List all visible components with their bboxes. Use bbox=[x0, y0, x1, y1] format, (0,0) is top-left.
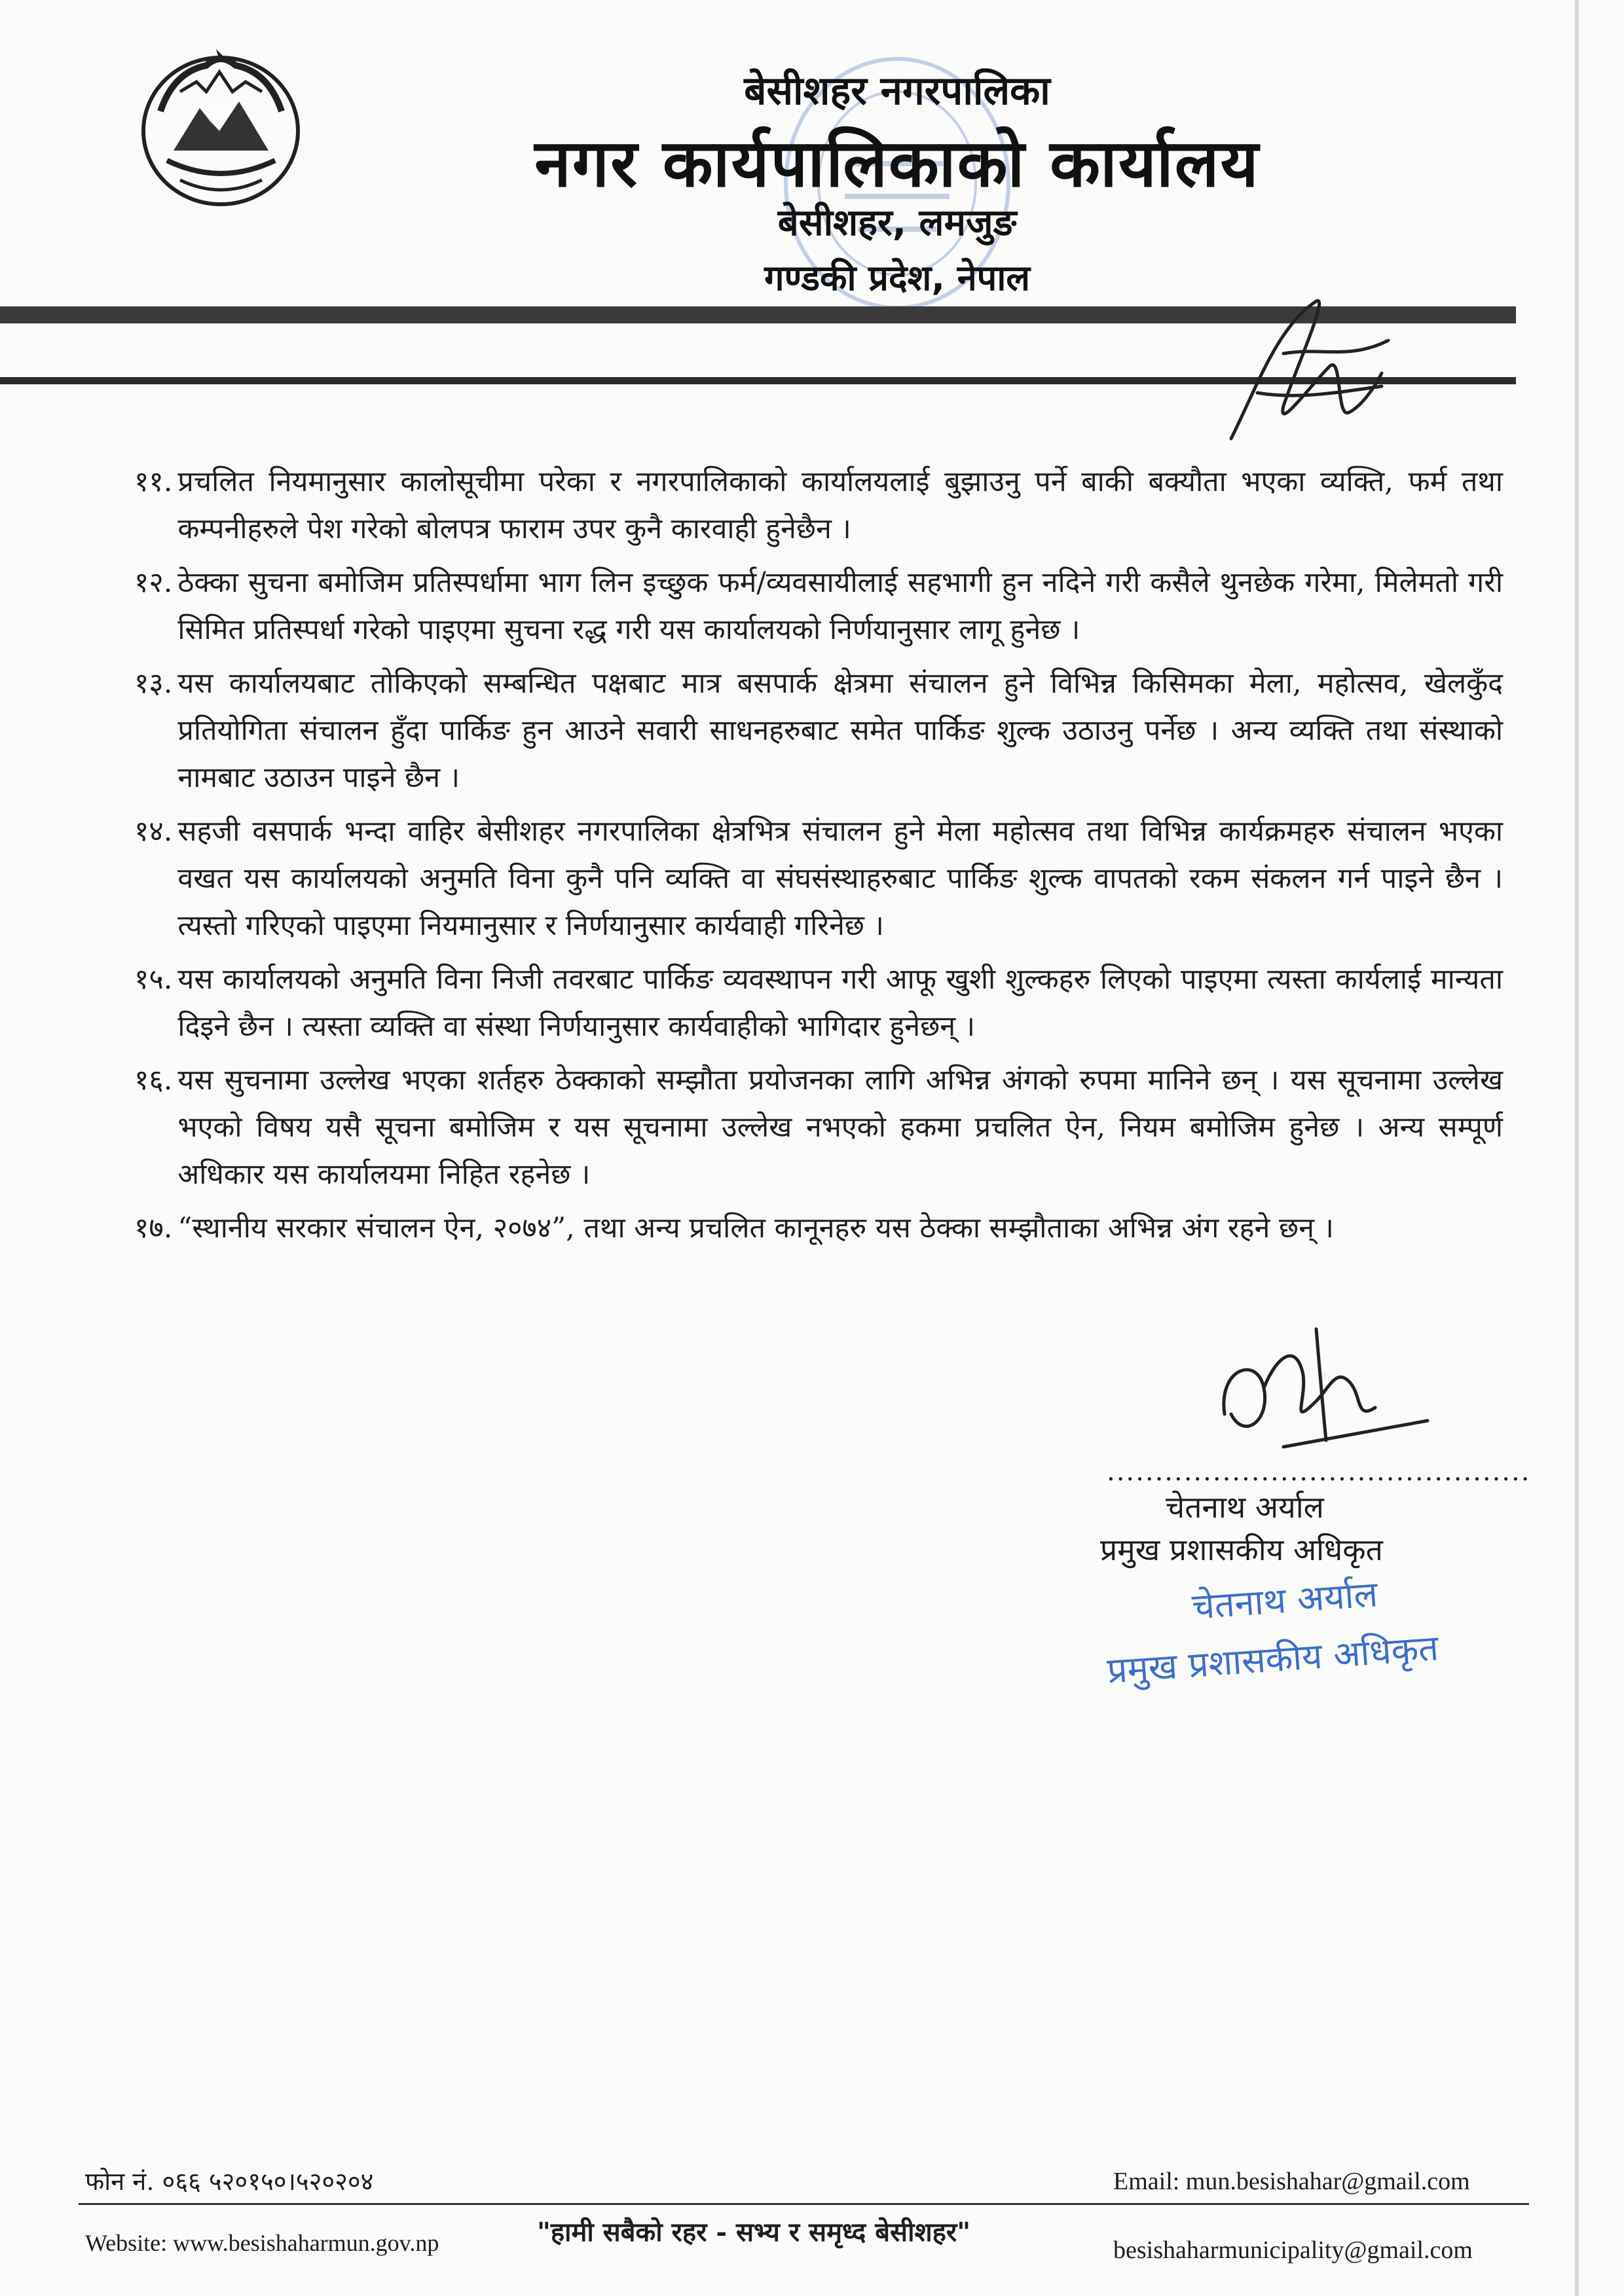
footer-slogan: "हामी सबैको रहर - सभ्य र समृध्द बेसीशहर" bbox=[537, 2217, 971, 2248]
initials-signature bbox=[1218, 288, 1401, 458]
clause-text: यस कार्यालयबाट तोकिएको सम्बन्धित पक्षबाट मात्र बसपार्क क्षेत्रमा संचालन हुने विभिन्न किसिमका मेला, महोत्सव, खेलकुँद प्रतियोगिता संचालन हुँदा पार्किङ हुन आउने सवारी साधनहरुबाट समेत पार्किङ शुल्क उठाउनु पर्नेछ । अन्य व्यक्ति तथा संस्थाको नामबाट उठाउन पाइने छैन । bbox=[177, 667, 1503, 794]
footer-email-2: besishaharmunicipality@gmail.com bbox=[1113, 2236, 1473, 2264]
clause-text: यस कार्यालयको अनुमति विना निजी तवरबाट पार्किङ व्यवस्थापन गरी आफू खुशी शुल्कहरु लिएको पाइएमा त्यस्ता कार्यलाई मान्यता दिइने छैन । त्यस्ता व्यक्ति वा संस्था निर्णयानुसार कार्यवाहीको भागिदार हुनेछन् । bbox=[177, 963, 1503, 1043]
clause-text: यस सुचनामा उल्लेख भएका शर्तहरु ठेक्काको सम्झौता प्रयोजनका लागि अभिन्न अंगको रुपमा मानिने छन् । यस सूचनामा उल्लेख भएको विषय यसै सूचना बमोजिम र यस सूचनामा उल्लेख नभएको हकमा प्रचलित ऐन, नियम बमोजिम हुनेछ । अन्य सम्पूर्ण अधिकार यस कार्यालयमा निहित रहनेछ । bbox=[177, 1064, 1503, 1191]
stamp-name: चेतनाथ अर्याल bbox=[1190, 1573, 1379, 1628]
clause-13 bbox=[134, 660, 1503, 801]
clause-11 bbox=[134, 458, 1503, 553]
clause-number: १२. bbox=[134, 566, 173, 599]
clause-number: १४. bbox=[134, 815, 173, 848]
header-location: बेसीशहर, लमजुङ bbox=[777, 202, 1017, 244]
header-municipality: बेसीशहर नगरपालिका bbox=[744, 68, 1050, 114]
clause-12 bbox=[134, 559, 1503, 653]
signature-line: ............................................ bbox=[1107, 1457, 1531, 1487]
clause-number: १३. bbox=[134, 667, 173, 700]
clause-14 bbox=[134, 808, 1503, 949]
footer-website: Website: www.besishaharmun.gov.np bbox=[85, 2230, 439, 2256]
clause-text: सहजी वसपार्क भन्दा वाहिर बेसीशहर नगरपालिका क्षेत्रभित्र संचालन हुने मेला महोत्सव तथा विभिन्न कार्यक्रमहरु संचालन भएका वखत यस कार्यालयको अनुमति विना कुनै पनि व्यक्ति वा संघसंस्थाहरुबाट पार्किङ शुल्क वापतको रकम संकलन गर्न पाइने छैन । त्यस्तो गरिएको पाइएमा नियमानुसार र निर्णयानुसार कार्यवाही गरिनेछ । bbox=[177, 815, 1503, 942]
stamp-post: प्रमुख प्रशासकीय अधिकृत bbox=[1105, 1627, 1440, 1692]
clause-number: १६. bbox=[134, 1064, 173, 1097]
nepal-emblem-icon bbox=[134, 46, 308, 213]
header-province: गण्डकी प्रदेश, नेपाल bbox=[764, 257, 1030, 299]
clause-number: ११. bbox=[134, 465, 173, 498]
clauses-list bbox=[134, 458, 1503, 1258]
clause-number: १७. bbox=[134, 1212, 173, 1245]
footer-email-1: Email: mun.besishahar@gmail.com bbox=[1113, 2168, 1470, 2195]
clause-text: ठेक्का सुचना बमोजिम प्रतिस्पर्धामा भाग लिन इच्छुक फर्म/व्यवसायीलाई सहभागी हुन नदिने गरी कसैले थुनछेक गरेमा, मिलेमतो गरी सिमित प्रतिस्पर्धा गरेको पाइएमा सुचना रद्ध गरी यस कार्यालयको निर्णयानुसार लागू हुनेछ । bbox=[177, 566, 1503, 646]
clause-16 bbox=[134, 1057, 1503, 1198]
clause-17 bbox=[134, 1205, 1503, 1252]
clause-15 bbox=[134, 956, 1503, 1050]
clause-number: १५. bbox=[134, 963, 173, 996]
signatory-name: चेतनाथ अर्याल bbox=[1166, 1489, 1324, 1525]
page-edge bbox=[1575, 0, 1579, 2296]
clause-text: “स्थानीय सरकार संचालन ऐन, २०७४”, तथा अन्य प्रचलित कानूनहरु यस ठेक्का सम्झौताका अभिन्न अंग रहने छन् । bbox=[177, 1212, 1334, 1245]
signatory-post: प्रमुख प्रशासकीय अधिकृत bbox=[1100, 1532, 1383, 1567]
handwritten-signature bbox=[1205, 1316, 1441, 1473]
clause-text: प्रचलित नियमानुसार कालोसूचीमा परेका र नगरपालिकाको कार्यालयलाई बुझाउनु पर्ने बाकी बक्यौता भएका व्यक्ति, फर्म तथा कम्पनीहरुले पेश गरेको बोलपत्र फाराम उपर कुनै कारवाही हुनेछैन । bbox=[177, 465, 1503, 545]
header-office: नगर कार्यपालिकाको कार्यालय bbox=[534, 125, 1260, 202]
footer-rule bbox=[79, 2203, 1529, 2205]
footer-phone: फोन नं. ०६६ ५२०१५०।५२०२०४ bbox=[85, 2167, 374, 2196]
